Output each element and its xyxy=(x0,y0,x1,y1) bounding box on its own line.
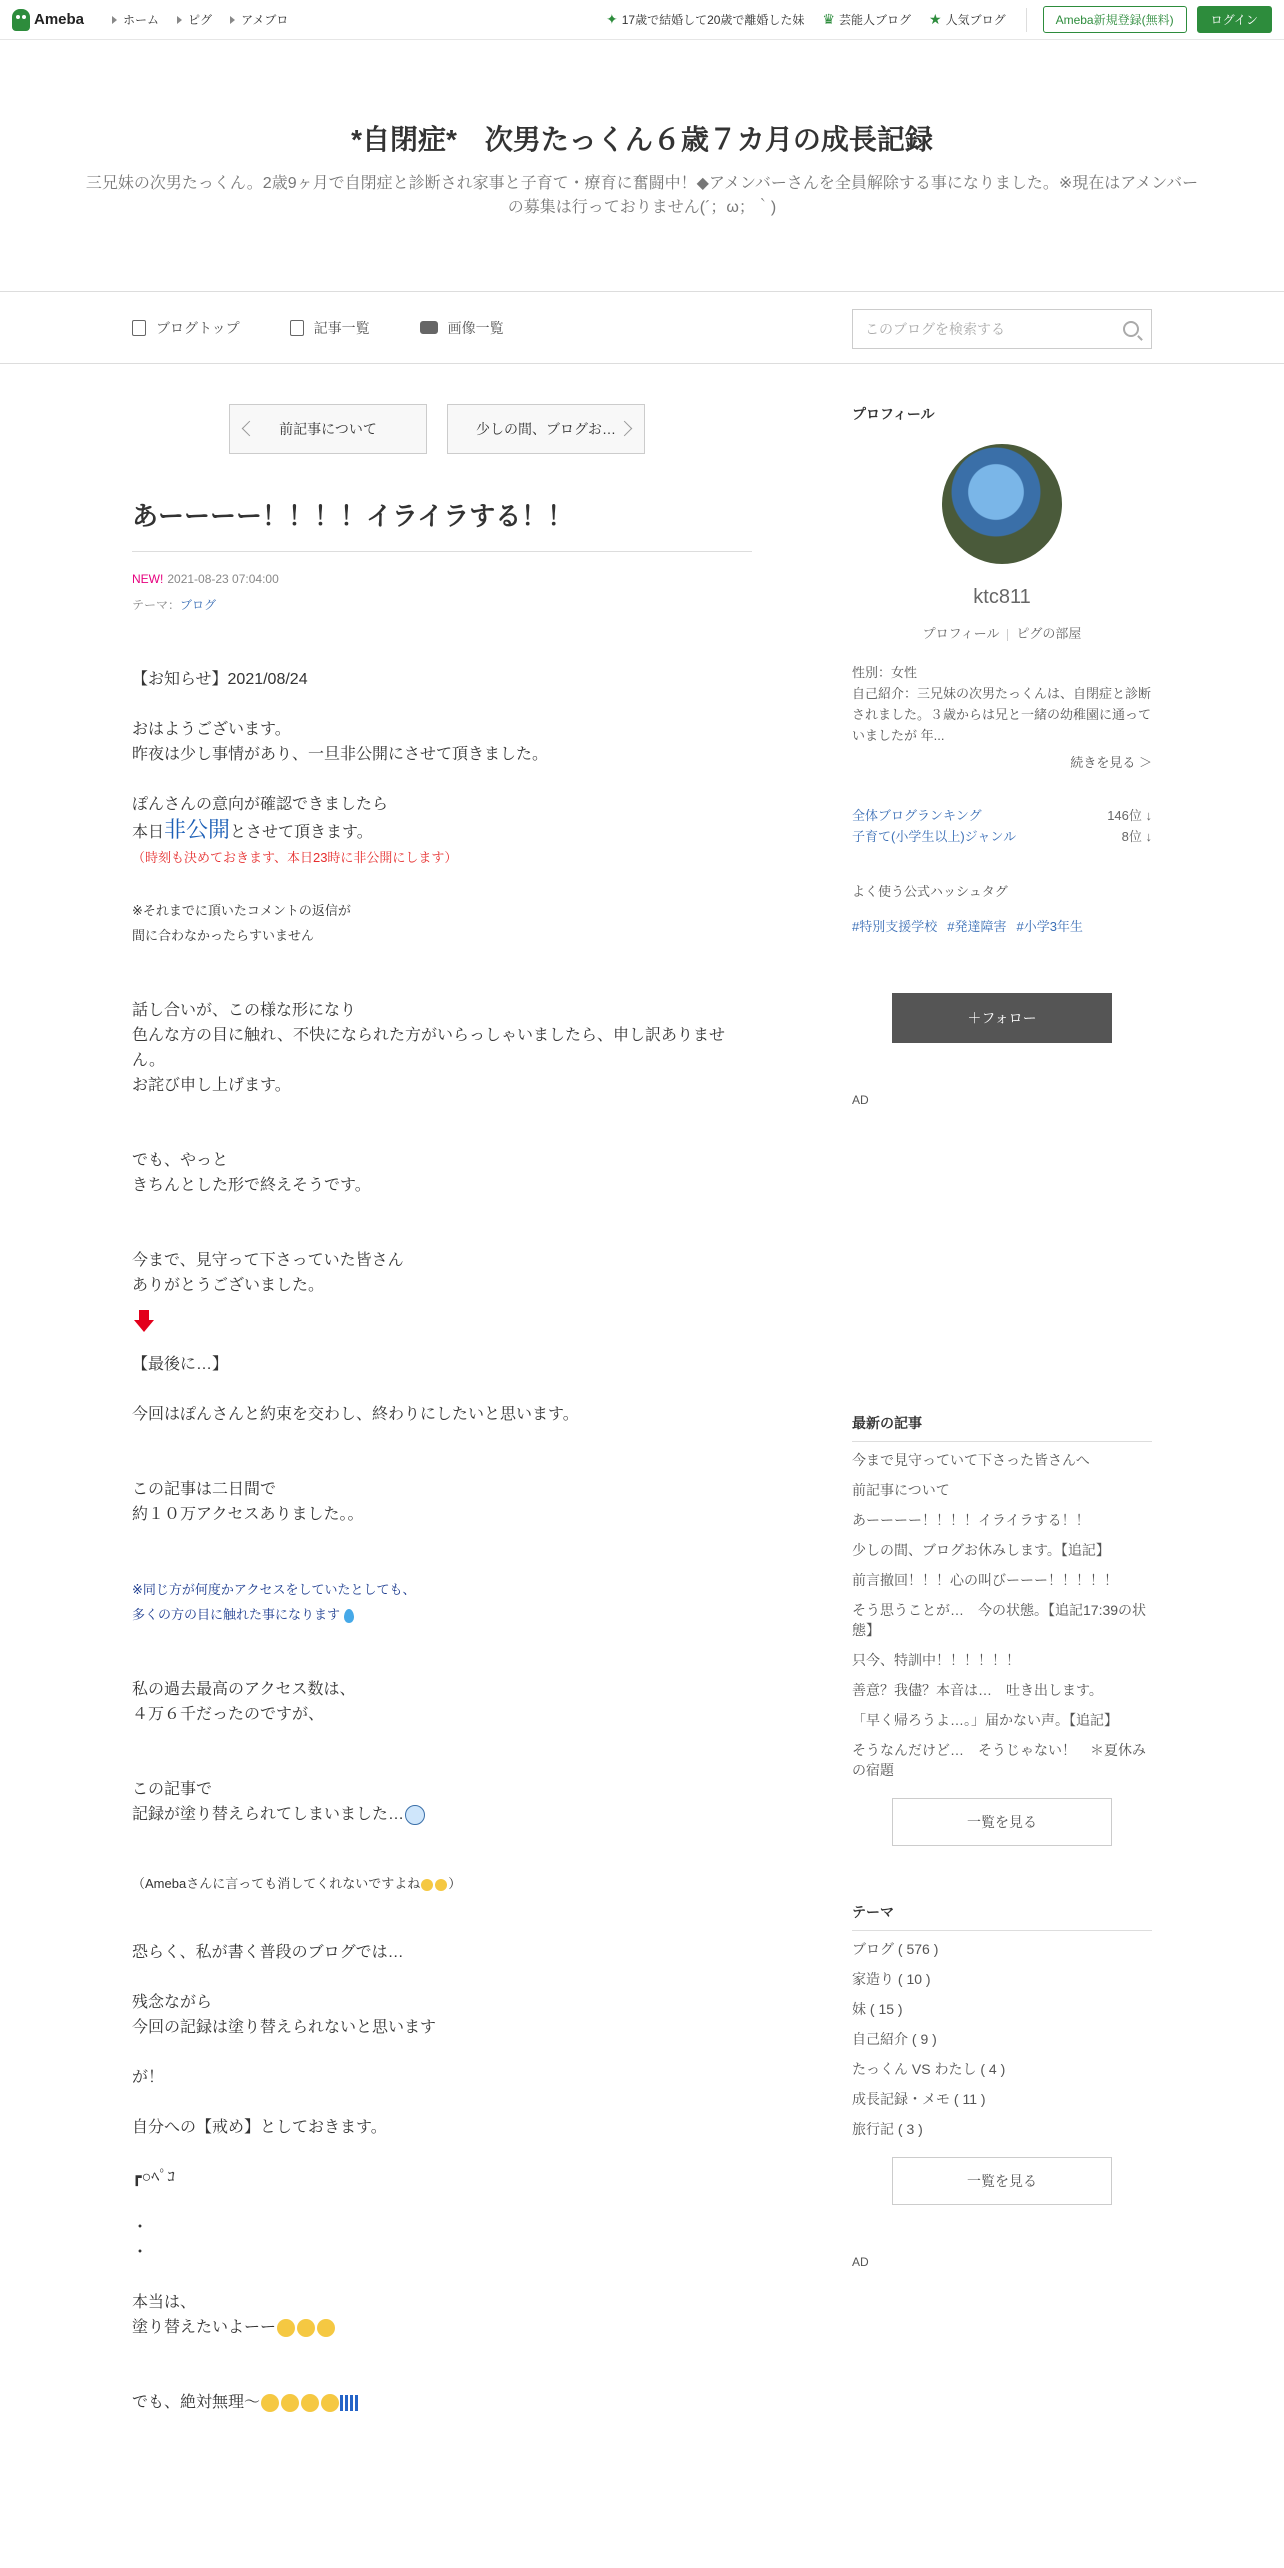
blog-header xyxy=(0,40,1284,292)
triangle-right-icon xyxy=(230,16,235,24)
body-line: ┏○ﾍﾟｺ xyxy=(132,2169,176,2186)
next-entry-button[interactable]: 少しの間、ブログお… xyxy=(447,404,645,454)
body-line: 話し合いが、この様な形になり xyxy=(132,1002,357,1019)
new-badge: NEW! xyxy=(132,572,164,586)
latest-entries xyxy=(852,1450,1152,1780)
scream-face-icon xyxy=(301,2394,319,2412)
body-line: 本日非公開とさせて頂きます。 xyxy=(132,817,373,842)
entry-date: 2021-08-23 07:04:00 xyxy=(167,572,279,586)
theme-heading: テーマ xyxy=(852,1902,1152,1931)
triangle-right-icon xyxy=(177,16,182,24)
theme-link[interactable]: 成長記録・メモ ( 11 ) xyxy=(852,2091,986,2107)
ad-label: AD xyxy=(852,2255,869,2269)
popular-blog-link[interactable]: ★ 人気ブログ xyxy=(929,11,1006,27)
hashtags xyxy=(852,916,1152,935)
crying-face-icon xyxy=(297,2319,315,2337)
camera-icon xyxy=(420,321,438,334)
entry-theme: テーマ：ブログ xyxy=(132,598,217,612)
body-line: ※それまでに頂いたコメントの返信が xyxy=(132,903,351,918)
face-icon xyxy=(435,1879,447,1891)
entry-pager xyxy=(122,404,752,454)
nav-entry-list[interactable]: 記事一覧 xyxy=(290,318,370,338)
related-blog-link[interactable]: ✦ 17歳で結婚して20歳で離婚した妹 xyxy=(605,11,805,27)
body-line: 【最後に…】 xyxy=(132,1356,229,1373)
login-button[interactable]: ログイン xyxy=(1197,6,1272,33)
chevron-right-icon xyxy=(617,421,633,437)
hashtag-link[interactable]: #小学3年生 xyxy=(1016,919,1083,934)
water-drop-icon xyxy=(344,1609,354,1623)
arrow-down-icon xyxy=(134,1320,154,1332)
body-line: お詫び申し上げます。 xyxy=(132,1077,291,1094)
chevron-left-icon xyxy=(242,421,258,437)
blog-description: 三兄妹の次男たっくん。2歳9ヶ月で自閉症と診断され家事と子育て・療育に奮闘中！◆アメンバーさんを全員解除する事になりました。※現在はアメンバーの募集は行っておりません(´；ω；｀) xyxy=(85,175,1199,216)
theme-link[interactable]: 家造り ( 10 ) xyxy=(852,1971,931,1987)
prev-entry-button[interactable]: 前記事について xyxy=(229,404,427,454)
body-line: 記録が塗り替えられてしまいました… xyxy=(132,1802,752,1827)
body-line: が！ xyxy=(132,2069,165,2086)
body-line: でも、絶対無理〜 xyxy=(132,2390,752,2415)
body-line: 今まで、見守って下さっていた皆さん xyxy=(132,1252,404,1269)
body-line: ありがとうございました。 xyxy=(132,1277,325,1294)
nav-home[interactable]: ホーム xyxy=(112,11,159,28)
latest-entry-link[interactable]: そう思うことが… 今の状態。【追記17:39の状態】 xyxy=(852,1602,1147,1638)
latest-entries-heading: 最新の記事 xyxy=(852,1413,1152,1442)
pigg-room-link[interactable]: ピグの部屋 xyxy=(1016,626,1082,641)
body-line: ・ xyxy=(132,2219,149,2236)
face-icon xyxy=(421,1879,433,1891)
triangle-right-icon xyxy=(112,16,117,24)
body-line: ※同じ方が何度かアクセスをしていたとしても、 xyxy=(132,1582,416,1597)
body-line: ４万６千だったのですが、 xyxy=(132,1706,325,1723)
body-line: きちんとした形で終えそうです。 xyxy=(132,1177,371,1194)
shock-lines-icon xyxy=(340,2395,360,2411)
body-line: 自分への【戒め】としておきます。 xyxy=(132,2119,387,2136)
nav-pigg[interactable]: ピグ xyxy=(177,11,212,28)
body-line: ・ xyxy=(132,2244,149,2261)
nav-image-list[interactable]: 画像一覧 xyxy=(420,318,504,338)
blog-search-input[interactable]: このブログを検索する xyxy=(852,309,1152,349)
body-line: 本当は、 xyxy=(132,2294,197,2311)
latest-entry-link[interactable]: 少しの間、ブログお休みします。【追記】 xyxy=(852,1542,1110,1558)
latest-entry-link[interactable]: 只今、特訓中！！！！！！ xyxy=(852,1652,1020,1668)
article xyxy=(132,404,752,2415)
latest-entry-link[interactable]: 「早く帰ろうよ…。」届かない声。【追記】 xyxy=(852,1712,1118,1728)
latest-list-more-button[interactable]: 一覧を見る xyxy=(892,1798,1112,1846)
follow-button[interactable]: ＋フォロー xyxy=(892,993,1112,1043)
blog-title[interactable]: *自閉症* 次男たっくん６歳７カ月の成長記録 xyxy=(351,124,933,155)
overall-ranking-link[interactable]: 全体ブログランキング xyxy=(852,808,982,823)
register-button[interactable]: Ameba新規登録(無料) xyxy=(1043,6,1187,33)
search-icon[interactable] xyxy=(1123,321,1139,337)
latest-entry-link[interactable]: そうなんだけど… そうじゃない！ ＊夏休みの宿題 xyxy=(852,1742,1146,1778)
sparkle-icon: ✦ xyxy=(605,11,618,27)
body-line: 残念ながら xyxy=(132,1994,213,2011)
crying-face-icon xyxy=(277,2319,295,2337)
blog-nav xyxy=(0,292,1284,364)
body-line: おはようございます。 xyxy=(132,721,291,738)
body-line: 今回はぽんさんと約束を交わし、終わりにしたいと思います。 xyxy=(132,1406,579,1423)
theme-link[interactable]: たっくん VS わたし ( 4 ) xyxy=(852,2061,1006,2077)
star-icon: ★ xyxy=(929,11,942,27)
sidebar xyxy=(852,404,1152,2269)
entry-title[interactable]: あーーーー！！！！イライラする！！ xyxy=(132,496,752,552)
theme-link[interactable]: ブログ ( 576 ) xyxy=(852,1941,939,1957)
body-line: 約１０万アクセスありました。。 xyxy=(132,1506,364,1523)
celebrity-blog-link[interactable]: ♛ 芸能人ブログ xyxy=(822,11,911,27)
body-line: 【お知らせ】2021/08/24 xyxy=(132,671,308,688)
entry-theme-link[interactable]: ブログ xyxy=(180,598,217,612)
hashtag-link[interactable]: #発達障害 xyxy=(947,919,1007,934)
body-line: 私の過去最高のアクセス数は、 xyxy=(132,1681,356,1698)
latest-entry-link[interactable]: 今まで見守っていて下さった皆さんへ xyxy=(852,1452,1090,1468)
profile-links xyxy=(852,623,1152,642)
body-line: でも、やっと xyxy=(132,1152,229,1169)
theme-link[interactable]: 妹 ( 15 ) xyxy=(852,2001,903,2017)
body-line: （Amebaさんに言っても消してくれないですよね ） xyxy=(132,1876,462,1891)
body-line: 多くの方の目に触れた事になります xyxy=(132,1602,752,1627)
avatar[interactable] xyxy=(942,444,1062,564)
ranking: 全体ブログランキング 146位 ↓ 子育て(小学生以上)ジャンル 8位 ↓ xyxy=(852,805,1152,847)
body-line: 昨夜は少し事情があり、一旦非公開にさせて頂きました。 xyxy=(132,746,549,763)
shocked-face-icon xyxy=(405,1805,425,1825)
hashtags-heading: よく使う公式ハッシュタグ xyxy=(852,884,1008,899)
ameba-logo[interactable]: Ameba xyxy=(12,9,84,31)
genre-ranking-link[interactable]: 子育て(小学生以上)ジャンル xyxy=(852,829,1017,844)
body-line: この記事は二日間で xyxy=(132,1481,277,1498)
latest-entry-link[interactable]: 前言撤回！！！心の叫びーーー！！！！！ xyxy=(852,1572,1118,1588)
profile-name[interactable]: ktc811 xyxy=(973,586,1031,608)
scream-face-icon xyxy=(321,2394,339,2412)
nav-ameblo[interactable]: アメブロ xyxy=(230,11,288,28)
body-line: ぽんさんの意向が確認できましたら xyxy=(132,796,389,813)
scream-face-icon xyxy=(281,2394,299,2412)
ameba-logo-icon xyxy=(12,9,30,31)
theme-list-more-button[interactable]: 一覧を見る xyxy=(892,2157,1112,2205)
ad-label: AD xyxy=(852,1093,869,1107)
body-line: 塗り替えたいよーー xyxy=(132,2315,752,2340)
nav-blog-top[interactable]: ブログトップ xyxy=(132,318,240,338)
profile-more-link[interactable]: 続きを見る ＞ xyxy=(1070,755,1152,770)
body-line: 間に合わなかったらすいません xyxy=(132,928,315,943)
entry-body xyxy=(132,667,752,2415)
body-line: 恐らく、私が書く普段のブログでは… xyxy=(132,1944,404,1961)
profile-info: 性別：女性 自己紹介：三兄妹の次男たっくんは、自閉症と診断されました。３歳からは兄と一緒の幼稚園に通っていましたが 年... xyxy=(852,665,1152,743)
profile-link[interactable]: プロフィール xyxy=(922,626,1000,641)
profile-heading: プロフィール xyxy=(852,406,935,422)
divider xyxy=(1026,8,1027,32)
theme-link[interactable]: 旅行記 ( 3 ) xyxy=(852,2121,923,2137)
crying-face-icon xyxy=(317,2319,335,2337)
body-line: 今回の記録は塗り替えられないと思います xyxy=(132,2019,437,2036)
divider xyxy=(1007,629,1008,641)
latest-entry-link[interactable]: あーーーー！！！！イライラする！！ xyxy=(852,1512,1090,1528)
latest-entry-link[interactable]: 前記事について xyxy=(852,1482,950,1498)
hashtag-link[interactable]: #特別支援学校 xyxy=(852,919,938,934)
global-header xyxy=(0,0,1284,40)
body-line: （時刻も決めておきます、本日23時に非公開にします） xyxy=(132,850,458,865)
theme-list xyxy=(852,1939,1152,2139)
scream-face-icon xyxy=(261,2394,279,2412)
theme-link[interactable]: 自己紹介 ( 9 ) xyxy=(852,2031,937,2047)
latest-entry-link[interactable]: 善意？我儘？本音は… 吐き出します。 xyxy=(852,1682,1103,1698)
crown-icon: ♛ xyxy=(822,11,835,27)
entry-meta xyxy=(132,572,752,586)
body-line: 色んな方の目に触れ、不快になられた方がいらっしゃいましたら、申し訳ありません。 xyxy=(132,1027,725,1069)
copy-icon xyxy=(290,320,304,336)
body-line: この記事で xyxy=(132,1781,213,1798)
document-icon xyxy=(132,320,146,336)
